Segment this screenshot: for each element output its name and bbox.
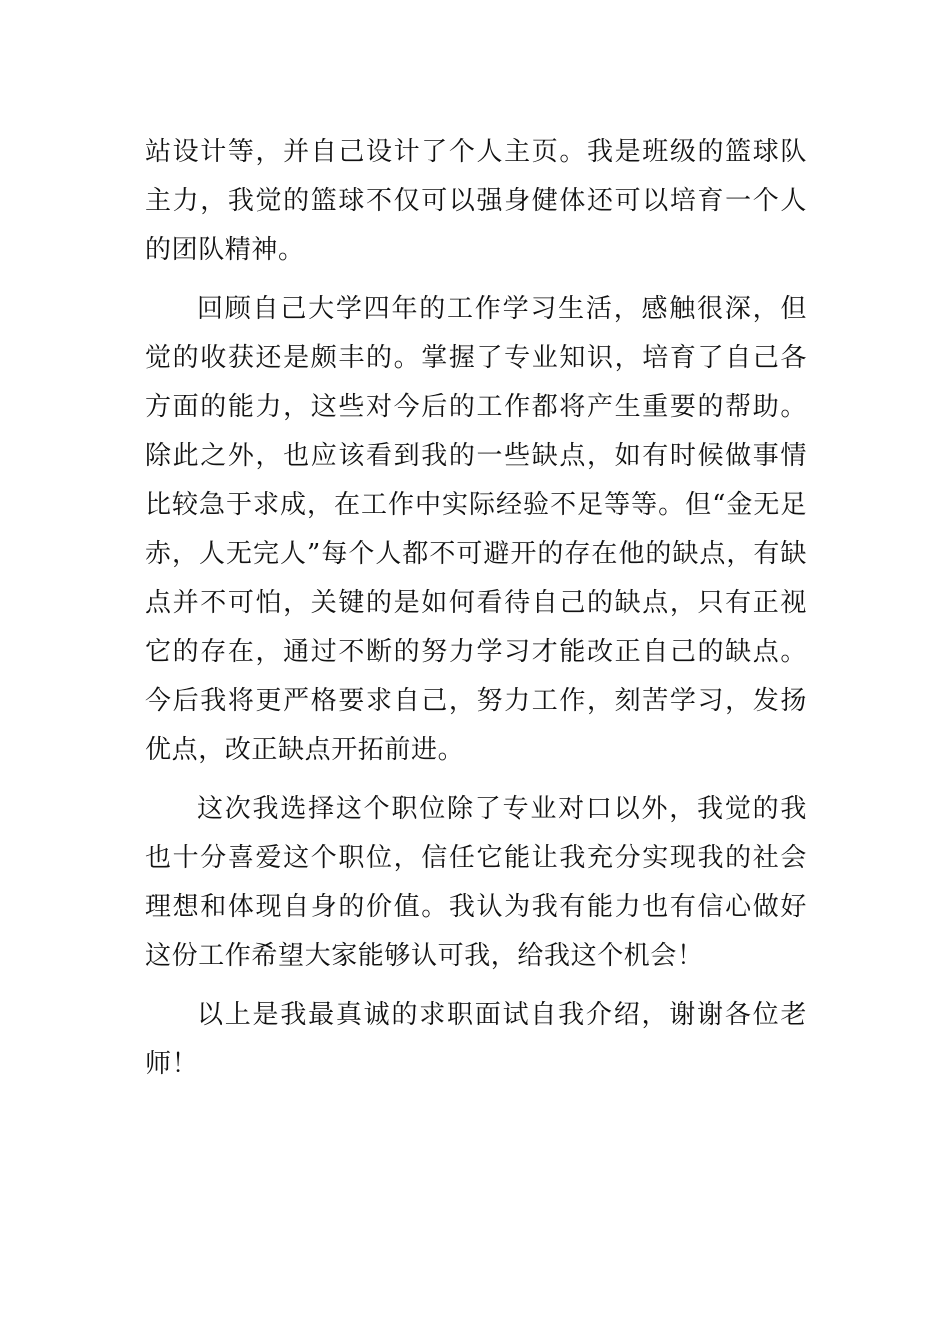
- paragraph-position-choice: 这次我选择这个职位除了专业对口以外，我觉的我也十分喜爱这个职位，信任它能让我充分实现我的社会理想和体现自身的价值。我认为我有能力也有信心做好这份工作希望大家能够认可我，给我这个机会！: [145, 794, 807, 971]
- paragraph-reflection: 回顾自己大学四年的工作学习生活，感触很深，但觉的收获还是颇丰的。掌握了专业知识，培育了自己各方面的能力，这些对今后的工作都将产生重要的帮助。除此之外，也应该看到我的一些缺点，如有时候做事情比较急于求成，在工作中实际经验不足等等。但“金无足赤，人无完人”每个人都不可避开的存在他的缺点，有缺点并不可怕，关键的是如何看待自己的缺点，只有正视它的存在，通过不断的努力学习才能改正自己的缺点。今后我将更严格要求自己，努力工作，刻苦学习，发扬优点，改正缺点开拓前进。: [145, 294, 807, 765]
- document-body: [145, 128, 807, 1099]
- paragraph-continuation: 站设计等，并自己设计了个人主页。我是班级的篮球队主力，我觉的篮球不仅可以强身健体还可以培育一个人的团队精神。: [145, 137, 807, 265]
- paragraph-closing: 以上是我最真诚的求职面试自我介绍，谢谢各位老师！: [145, 1000, 807, 1079]
